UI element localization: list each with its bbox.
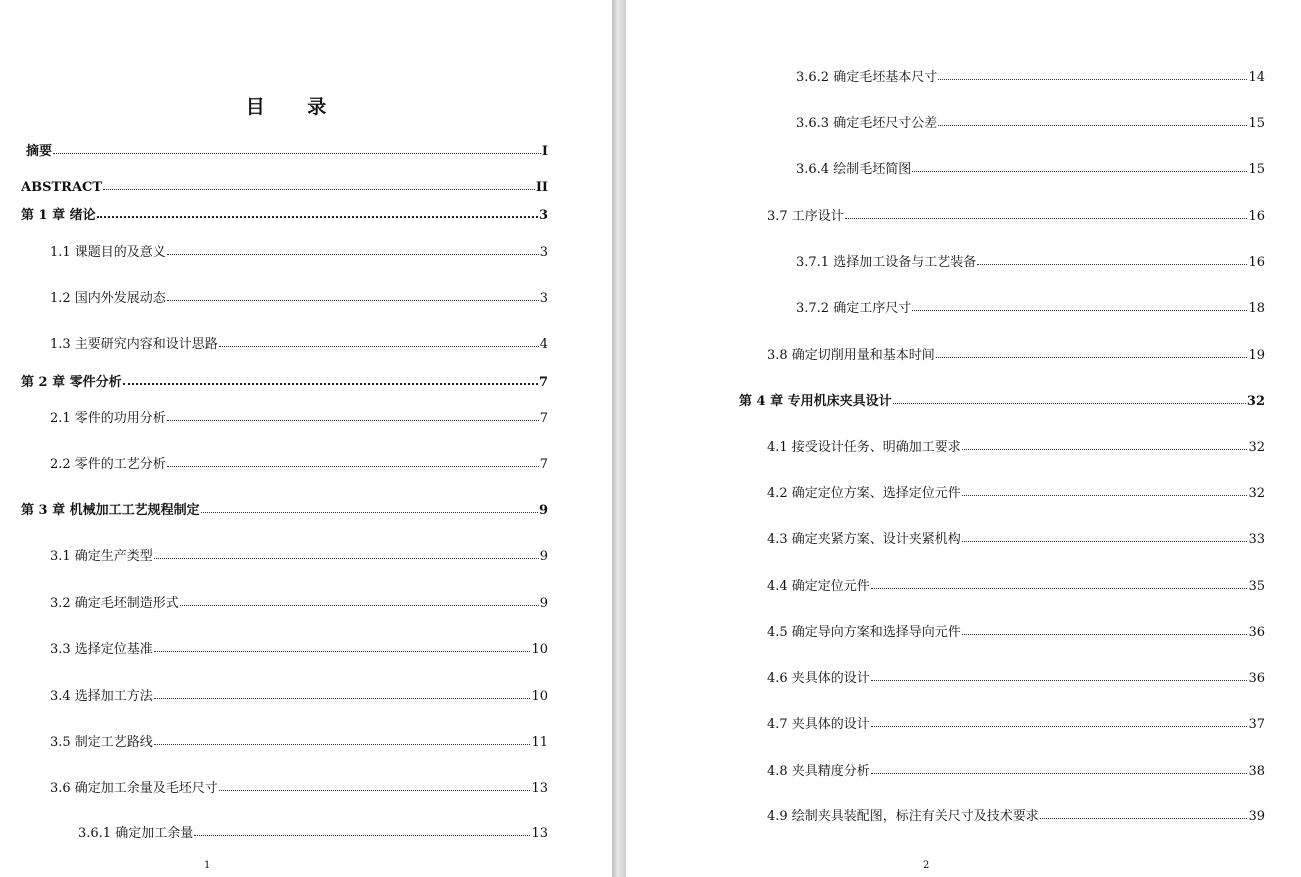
toc-entry[interactable]	[767, 527, 1265, 547]
toc-entry[interactable]	[26, 139, 548, 159]
toc-entry-page: 18	[1248, 301, 1265, 316]
toc-entry-page: 35	[1248, 579, 1265, 594]
toc-title: 目 录	[245, 96, 345, 118]
toc-dot-leader	[123, 383, 538, 385]
page-number: 1	[204, 860, 211, 871]
toc-entry[interactable]	[767, 435, 1265, 455]
toc-entry-label: 3.5 制定工艺路线	[50, 735, 153, 750]
toc-entry-label: 1.2 国内外发展动态	[50, 291, 166, 306]
toc-entry-label: 第 1 章 绪论	[21, 208, 96, 223]
toc-dot-leader	[167, 466, 539, 467]
toc-entry[interactable]	[50, 776, 548, 796]
toc-entry[interactable]	[796, 157, 1265, 177]
toc-entry-label: 4.4 确定定位元件	[767, 579, 870, 594]
toc-entry-label: 3.6 确定加工余量及毛坯尺寸	[50, 781, 218, 796]
page-number: 2	[923, 860, 930, 871]
toc-entry[interactable]	[796, 296, 1265, 316]
toc-entry[interactable]	[21, 370, 548, 390]
toc-entry[interactable]	[21, 498, 548, 518]
toc-dot-leader	[871, 773, 1248, 774]
toc-entry-page: 9	[539, 596, 548, 611]
toc-entry[interactable]	[50, 240, 548, 260]
toc-dot-leader	[154, 744, 531, 745]
toc-entry-page: 3	[539, 291, 548, 306]
toc-entry-label: 摘要	[26, 144, 53, 159]
toc-entry-page: 13	[531, 826, 548, 841]
toc-dot-leader	[977, 264, 1247, 265]
toc-entry-label: 3.7 工序设计	[767, 209, 844, 224]
toc-entry-page: 9	[539, 549, 548, 564]
toc-entry-page: 32	[1248, 486, 1265, 501]
toc-dot-leader	[201, 512, 538, 513]
toc-dot-leader	[167, 254, 539, 255]
toc-entry[interactable]	[767, 666, 1265, 686]
toc-entry[interactable]	[767, 481, 1265, 501]
toc-entry[interactable]	[50, 286, 548, 306]
toc-entry-label: 4.8 夹具精度分析	[767, 764, 870, 779]
toc-entry-label: 4.1 接受设计任务、明确加工要求	[767, 440, 961, 455]
toc-entry-page: 38	[1248, 764, 1265, 779]
toc-entry[interactable]	[50, 637, 548, 657]
toc-entry-page: 9	[538, 503, 548, 518]
toc-dot-leader	[53, 153, 541, 154]
toc-entry-page: 13	[531, 781, 548, 796]
toc-dot-leader	[912, 310, 1247, 311]
toc-entry[interactable]	[767, 712, 1265, 732]
toc-entry[interactable]	[50, 730, 548, 750]
toc-entry-label: 2.1 零件的功用分析	[50, 411, 166, 426]
toc-entry-label: 4.5 确定导向方案和选择导向元件	[767, 625, 961, 640]
toc-entry[interactable]	[50, 332, 548, 352]
toc-entry[interactable]	[767, 620, 1265, 640]
toc-entry-label: 3.3 选择定位基准	[50, 642, 153, 657]
toc-dot-leader	[871, 588, 1248, 589]
toc-entry[interactable]	[739, 389, 1265, 409]
toc-entry-page: 37	[1248, 717, 1265, 732]
toc-entry-label: 第 2 章 零件分析	[21, 375, 122, 390]
toc-dot-leader	[219, 346, 539, 347]
toc-entry[interactable]	[767, 204, 1265, 224]
toc-entry-label: 1.1 课题目的及意义	[50, 245, 166, 260]
toc-entry-label: 1.3 主要研究内容和设计思路	[50, 337, 218, 352]
toc-dot-leader	[103, 189, 535, 190]
toc-dot-leader	[219, 790, 531, 791]
toc-entry-label: 3.7.2 确定工序尺寸	[796, 301, 912, 316]
toc-entry[interactable]	[767, 343, 1265, 363]
toc-dot-leader	[180, 605, 539, 606]
toc-entry-label: 4.2 确定定位方案、选择定位元件	[767, 486, 961, 501]
toc-entry-page: 16	[1248, 255, 1265, 270]
document-page-1	[0, 0, 612, 877]
toc-entry-label: 3.8 确定切削用量和基本时间	[767, 348, 935, 363]
toc-entry[interactable]	[50, 684, 548, 704]
toc-entry-label: ABSTRACT	[21, 180, 103, 195]
toc-entry-label: 3.6.4 绘制毛坯简图	[796, 162, 912, 177]
toc-entry[interactable]	[21, 175, 548, 195]
toc-dot-leader	[962, 449, 1248, 450]
toc-entry-page: 32	[1248, 440, 1265, 455]
toc-entry[interactable]	[796, 111, 1265, 131]
toc-entry-label: 3.4 选择加工方法	[50, 689, 153, 704]
toc-entry-label: 4.3 确定夹紧方案、设计夹紧机构	[767, 532, 961, 547]
toc-entry[interactable]	[50, 452, 548, 472]
toc-dot-leader	[871, 680, 1248, 681]
page-gutter	[612, 0, 626, 877]
toc-dot-leader	[871, 726, 1248, 727]
toc-entry-page: 7	[539, 457, 548, 472]
toc-entry[interactable]	[796, 65, 1265, 85]
toc-entry-label: 3.1 确定生产类型	[50, 549, 153, 564]
toc-entry-page: 11	[531, 735, 548, 750]
toc-dot-leader	[936, 357, 1248, 358]
toc-entry-page: 19	[1248, 348, 1265, 363]
toc-entry[interactable]	[50, 591, 548, 611]
toc-entry[interactable]	[767, 804, 1265, 824]
document-page-2	[626, 0, 1301, 877]
toc-entry-page: 36	[1248, 625, 1265, 640]
toc-entry-page: 15	[1248, 162, 1265, 177]
toc-entry-page: 39	[1248, 809, 1265, 824]
toc-entry-page: 33	[1248, 532, 1265, 547]
toc-entry[interactable]	[767, 574, 1265, 594]
toc-dot-leader	[893, 403, 1246, 404]
toc-entry-page: 7	[538, 375, 548, 390]
toc-entry-page: 36	[1248, 671, 1265, 686]
toc-entry-label: 2.2 零件的工艺分析	[50, 457, 166, 472]
toc-entry-page: II	[535, 180, 548, 195]
toc-dot-leader	[962, 541, 1248, 542]
toc-dot-leader	[962, 634, 1248, 635]
toc-entry-label: 4.7 夹具体的设计	[767, 717, 870, 732]
toc-entry-label: 3.7.1 选择加工设备与工艺装备	[796, 255, 977, 270]
toc-entry[interactable]	[50, 406, 548, 426]
toc-dot-leader	[938, 125, 1247, 126]
toc-dot-leader	[154, 558, 539, 559]
toc-entry[interactable]	[78, 821, 548, 841]
toc-entry-page: 4	[539, 337, 548, 352]
toc-entry-label: 4.9 绘制夹具装配图，标注有关尺寸及技术要求	[767, 809, 1039, 824]
toc-entry-page: 16	[1248, 209, 1265, 224]
toc-entry[interactable]	[21, 203, 548, 223]
toc-dot-leader	[845, 218, 1248, 219]
toc-dot-leader	[1040, 818, 1248, 819]
toc-dot-leader	[167, 300, 539, 301]
toc-entry[interactable]	[767, 759, 1265, 779]
toc-dot-leader	[154, 651, 531, 652]
toc-entry-page: 10	[531, 689, 548, 704]
toc-entry-page: I	[541, 144, 548, 159]
toc-dot-leader	[194, 835, 530, 836]
toc-entry-page: 7	[539, 411, 548, 426]
toc-dot-leader	[912, 171, 1247, 172]
toc-entry-label: 4.6 夹具体的设计	[767, 671, 870, 686]
toc-entry-label: 3.2 确定毛坯制造形式	[50, 596, 179, 611]
toc-entry-page: 10	[531, 642, 548, 657]
toc-entry-label: 第 3 章 机械加工工艺规程制定	[21, 503, 200, 518]
toc-dot-leader	[167, 420, 539, 421]
toc-dot-leader	[962, 495, 1248, 496]
toc-dot-leader	[938, 79, 1247, 80]
toc-entry-label: 3.6.3 确定毛坯尺寸公差	[796, 116, 938, 131]
toc-entry-label: 第 4 章 专用机床夹具设计	[739, 394, 892, 409]
toc-entry-page: 14	[1248, 70, 1265, 85]
toc-entry-page: 32	[1246, 394, 1265, 409]
toc-entry[interactable]	[796, 250, 1265, 270]
toc-entry-page: 15	[1248, 116, 1265, 131]
toc-entry-label: 3.6.2 确定毛坯基本尺寸	[796, 70, 938, 85]
toc-entry[interactable]	[50, 544, 548, 564]
toc-entry-label: 3.6.1 确定加工余量	[78, 826, 194, 841]
toc-entry-page: 3	[538, 208, 548, 223]
toc-dot-leader	[97, 216, 538, 218]
toc-entry-page: 3	[539, 245, 548, 260]
toc-dot-leader	[154, 698, 531, 699]
